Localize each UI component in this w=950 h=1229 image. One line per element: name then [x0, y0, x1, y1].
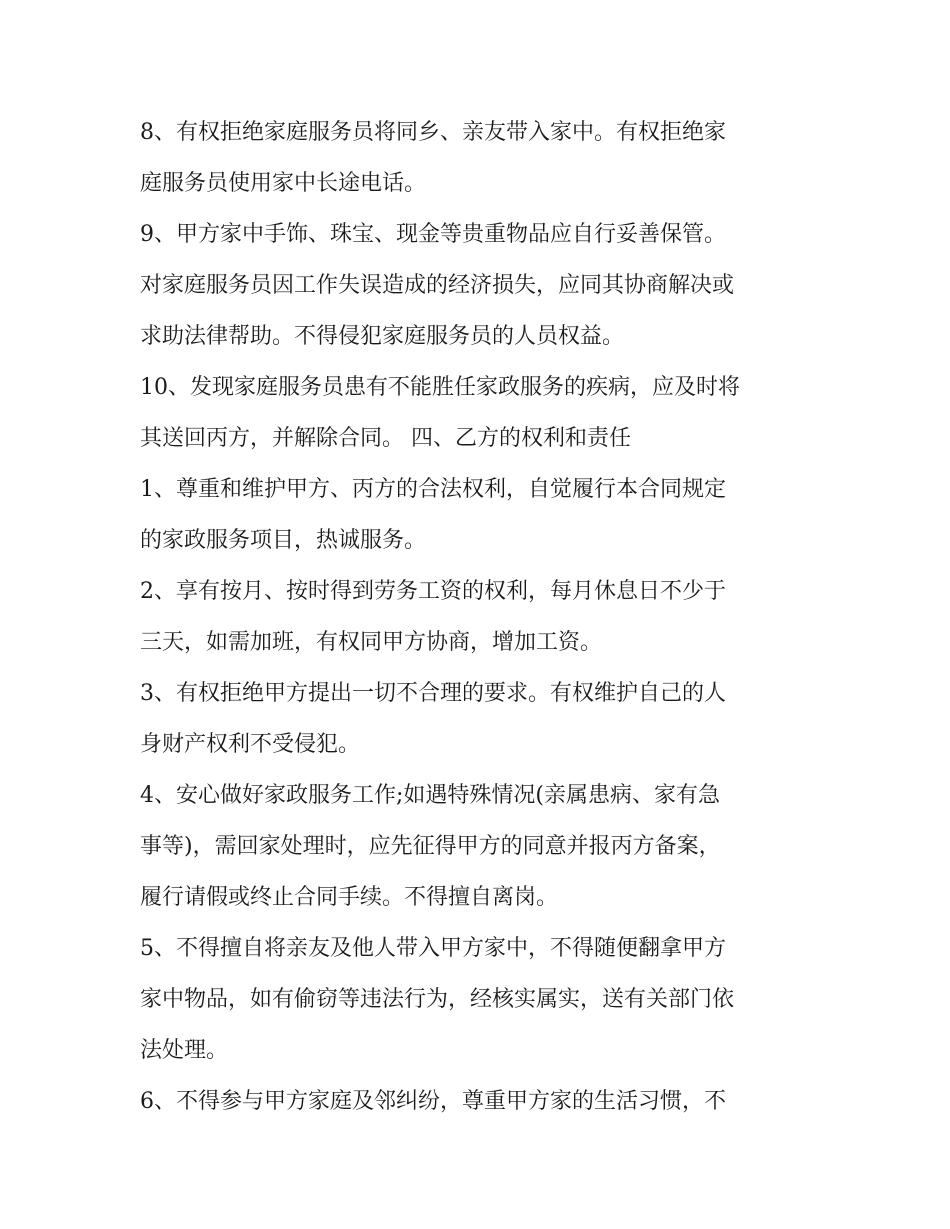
text-line: 10、发现家庭服务员患有不能胜任家政服务的疾病，应及时将	[140, 375, 740, 400]
text-line: 法处理。	[140, 1038, 229, 1063]
text-line: 履行请假或终止合同手续。不得擅自离岗。	[140, 885, 559, 910]
text-line: 三天，如需加班，有权同甲方协商，增加工资。	[140, 630, 603, 655]
text-line: 庭服务员使用家中长途电话。	[140, 171, 427, 196]
text-line: 3、有权拒绝甲方提出一切不合理的要求。有权维护自己的人	[140, 681, 726, 706]
text-line: 身财产权利不受侵犯。	[140, 732, 361, 757]
text-line: 的家政服务项目，热诚服务。	[140, 528, 427, 553]
text-line: 5、不得擅自将亲友及他人带入甲方家中，不得随便翻拿甲方	[140, 936, 726, 961]
text-line: 1、尊重和维护甲方、丙方的合法权利，自觉履行本合同规定	[140, 477, 726, 502]
text-line: 8、有权拒绝家庭服务员将同乡、亲友带入家中。有权拒绝家	[140, 120, 726, 145]
text-line: 2、享有按月、按时得到劳务工资的权利，每月休息日不少于	[140, 579, 726, 604]
text-line: 6、不得参与甲方家庭及邻纠纷，尊重甲方家的生活习惯，不	[140, 1089, 726, 1114]
text-line: 事等)，需回家处理时，应先征得甲方的同意并报丙方备案，	[140, 834, 721, 859]
text-line: 9、甲方家中手饰、珠宝、现金等贵重物品应自行妥善保管。	[140, 222, 726, 247]
contract-text-body	[140, 107, 820, 1127]
text-line: 4、安心做好家政服务工作;如遇特殊情况(亲属患病、家有急	[140, 783, 720, 808]
text-line: 求助法律帮助。不得侵犯家庭服务员的人员权益。	[140, 324, 625, 349]
text-line: 家中物品，如有偷窃等违法行为，经核实属实，送有关部门依	[140, 987, 735, 1012]
text-line: 其送回丙方，并解除合同。 四、乙方的权利和责任	[140, 426, 631, 451]
text-line: 对家庭服务员因工作失误造成的经济损失，应同其协商解决或	[140, 273, 735, 298]
